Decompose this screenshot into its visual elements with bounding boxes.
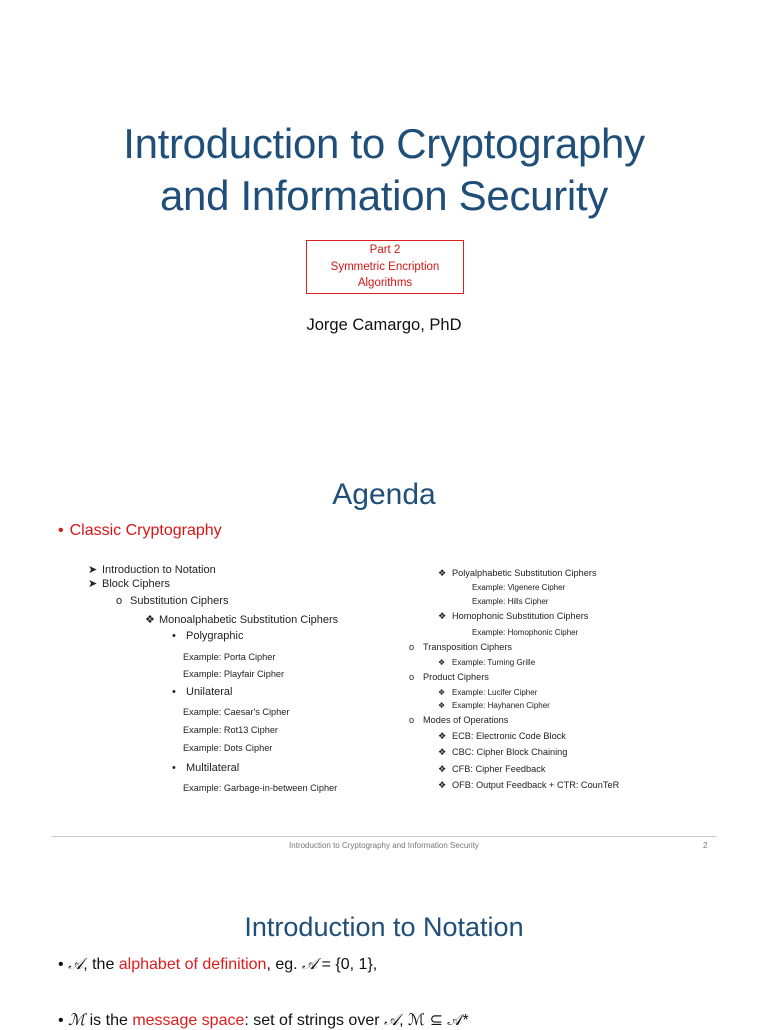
agenda-slide — [0, 440, 768, 860]
dot-bullet-icon: • — [172, 686, 176, 698]
notation-line-message-space: • ℳ is the message space: set of strings over 𝒜, ℳ ⊆ 𝒜* — [58, 1010, 469, 1029]
circle-bullet-icon: o — [116, 595, 123, 607]
arrow-bullet-icon: ➤ — [88, 564, 98, 576]
slide-title — [0, 118, 768, 222]
diamond-bullet-icon: ❖ — [438, 701, 446, 710]
arrow-bullet-icon: ➤ — [88, 578, 98, 590]
diamond-bullet-icon: ❖ — [145, 614, 155, 626]
agenda-item: ➤ Introduction to Notation — [88, 564, 216, 576]
agenda-item: ❖ CFB: Cipher Feedback — [438, 764, 546, 774]
alphabet-symbol: 𝒜 — [68, 954, 84, 973]
bullet-dot-icon: • — [58, 522, 64, 539]
footer-divider — [52, 836, 716, 837]
part-number: Part 2 — [369, 244, 401, 256]
dot-bullet-icon: • — [172, 630, 176, 642]
notation-line-alphabet: • 𝒜, the alphabet of definition, eg. 𝒜 = {0, 1}, — [58, 954, 378, 973]
agenda-item: ➤ Block Ciphers — [88, 578, 170, 590]
agenda-example: Example: Rot13 Cipher — [183, 725, 278, 735]
agenda-example: Example: Homophonic Cipher — [472, 628, 579, 637]
notation-slide — [0, 860, 768, 1029]
agenda-example: Example: Playfair Cipher — [183, 669, 285, 679]
agenda-example: Example: Caesar's Cipher — [183, 707, 290, 717]
agenda-item: • Multilateral — [172, 762, 240, 774]
bullet-dot-icon: • — [58, 956, 64, 973]
main-bullet — [58, 522, 222, 540]
agenda-item: ❖ Example: Turning Grille — [438, 658, 536, 667]
bullet-dot-icon: • — [58, 1012, 64, 1029]
agenda-item: o Transposition Ciphers — [409, 642, 513, 652]
agenda-item: ❖ OFB: Output Feedback + CTR: CounTeR — [438, 780, 620, 790]
agenda-item: o Substitution Ciphers — [116, 595, 229, 607]
agenda-item: ❖ Homophonic Substitution Ciphers — [438, 611, 589, 621]
diamond-bullet-icon: ❖ — [438, 688, 446, 697]
agenda-item: ❖ CBC: Cipher Block Chaining — [438, 747, 568, 757]
agenda-item: • Unilateral — [172, 686, 233, 698]
agenda-item: • Polygraphic — [172, 630, 244, 642]
agenda-item: ❖ ECB: Electronic Code Block — [438, 731, 566, 741]
agenda-item: ❖ Example: Hayhanen Cipher — [438, 701, 550, 710]
page-number: 2 — [703, 841, 708, 850]
alphabet-symbol: 𝒜 — [383, 1010, 400, 1029]
alphabet-symbol: 𝒜 — [302, 954, 318, 973]
agenda-example: Example: Hills Cipher — [472, 597, 549, 606]
part-topic-line-1: Symmetric Encription — [330, 260, 440, 273]
notation-title: Introduction to Notation — [244, 912, 524, 942]
agenda-example: Example: Dots Cipher — [183, 743, 273, 753]
agenda-example: Example: Vigenere Cipher — [472, 583, 566, 592]
alphabet-definition-term: alphabet of definition — [118, 956, 267, 973]
agenda-title: Agenda — [332, 478, 436, 511]
agenda-item: ❖ Monoalphabetic Substitution Ciphers — [145, 614, 339, 626]
diamond-bullet-icon: ❖ — [438, 658, 446, 667]
message-space-term: message space — [132, 1012, 245, 1029]
agenda-item: ❖ Example: Lucifer Cipher — [438, 688, 538, 697]
main-bullet-label: Classic Cryptography — [69, 522, 222, 539]
dot-bullet-icon: • — [172, 762, 176, 774]
circle-bullet-icon: o — [409, 642, 415, 652]
agenda-example: Example: Porta Cipher — [183, 652, 276, 662]
diamond-bullet-icon: ❖ — [438, 764, 447, 774]
title-slide — [0, 0, 768, 440]
diamond-bullet-icon: ❖ — [438, 747, 447, 757]
diamond-bullet-icon: ❖ — [438, 780, 447, 790]
circle-bullet-icon: o — [409, 715, 415, 725]
agenda-item: o Product Ciphers — [409, 672, 489, 682]
title-line-1: Introduction to Cryptography — [123, 120, 645, 167]
title-line-2: and Information Security — [159, 172, 609, 219]
agenda-item: o Modes of Operations — [409, 715, 509, 725]
diamond-bullet-icon: ❖ — [438, 611, 447, 621]
diamond-bullet-icon: ❖ — [438, 731, 447, 741]
part-topic-line-2: Algorithms — [357, 277, 413, 289]
circle-bullet-icon: o — [409, 672, 415, 682]
diamond-bullet-icon: ❖ — [438, 568, 447, 578]
agenda-example: Example: Garbage-in-between Cipher — [183, 783, 338, 793]
part-label-box — [306, 240, 464, 294]
author-name: Jorge Camargo, PhD — [306, 316, 462, 334]
agenda-item: ❖ Polyalphabetic Substitution Ciphers — [438, 568, 597, 578]
footer-title: Introduction to Cryptography and Information Security — [289, 841, 479, 850]
message-space-symbol: ℳ — [68, 1010, 86, 1029]
